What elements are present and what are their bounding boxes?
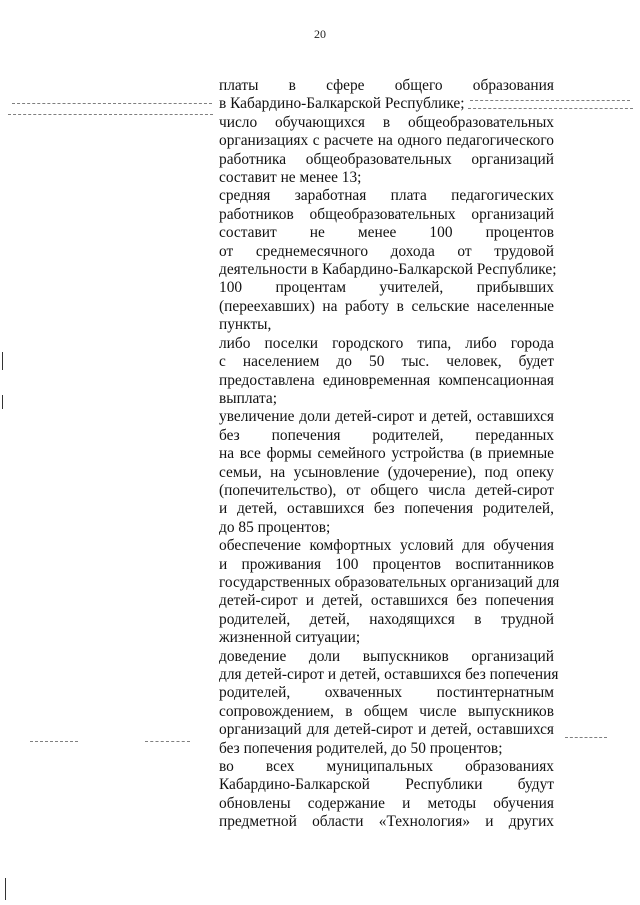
text-line: во всех муниципальных образованиях bbox=[219, 758, 554, 776]
text-line: на все формы семейного устройства (в приемные bbox=[219, 445, 554, 463]
text-line: число обучающихся в общеобразовательных bbox=[219, 113, 554, 131]
text-line: организациях с расчете на одного педагогического bbox=[219, 132, 554, 150]
text-line: и проживания 100 процентов воспитанников bbox=[219, 555, 554, 573]
text-line: доведение доли выпускников организаций bbox=[219, 647, 554, 665]
text-line: детей-сирот и детей, оставшихся без попечения bbox=[219, 592, 554, 610]
text-line: родителей, детей, находящихся в трудной bbox=[219, 610, 554, 628]
scan-artifact-line bbox=[12, 103, 212, 104]
text-line: для детей-сирот и детей, оставшихся без попечения bbox=[219, 666, 559, 683]
text-line: без попечения родителей, до 50 процентов; bbox=[219, 739, 503, 757]
text-line: (попечительство), от общего числа детей-сирот bbox=[219, 481, 554, 499]
text-line: (переехавших) на работу в сельские населенные bbox=[219, 297, 554, 315]
text-line: без попечения родителей, переданных bbox=[219, 426, 554, 444]
text-line: пункты, bbox=[219, 316, 272, 334]
text-line: родителей, охваченных постинтернатным bbox=[219, 684, 554, 702]
document-body bbox=[219, 77, 560, 832]
text-line: либо поселки городского типа, либо города bbox=[219, 334, 554, 352]
scan-artifact-line bbox=[565, 737, 607, 738]
scan-artifact-line bbox=[30, 741, 78, 742]
text-line: увеличение доли детей-сирот и детей, оставшихся bbox=[219, 408, 554, 426]
text-line: составит не менее 13; bbox=[219, 169, 362, 187]
text-line: обеспечение комфортных условий для обучения bbox=[219, 537, 554, 555]
text-line: до 85 процентов; bbox=[219, 518, 331, 536]
text-line: с населением до 50 тыс. человек, будет bbox=[219, 353, 554, 371]
scan-artifact-line bbox=[8, 114, 213, 115]
text-line: предметной области «Технология» и других bbox=[219, 813, 554, 831]
text-line: жизненной ситуации; bbox=[219, 629, 361, 647]
scan-artifact-mark bbox=[2, 395, 3, 409]
scan-artifact-mark bbox=[5, 878, 6, 900]
text-line: работника общеобразовательных организаций bbox=[219, 150, 554, 168]
page-number: 20 bbox=[314, 27, 326, 41]
text-line: платы в сфере общего образования bbox=[219, 77, 554, 94]
scan-artifact-mark bbox=[2, 352, 3, 370]
text-line: предоставлена единовременная компенсационная bbox=[219, 371, 554, 389]
text-line: работников общеобразовательных организаций bbox=[219, 205, 554, 223]
text-line: Кабардино-Балкарской Республики будут bbox=[219, 776, 554, 794]
text-line: государственных образовательных организаций для bbox=[219, 573, 560, 591]
text-line: и детей, оставшихся без попечения родителей, bbox=[219, 500, 554, 518]
scan-artifact-line bbox=[145, 741, 190, 742]
text-line: организаций для детей-сирот и детей, оставшихся bbox=[219, 721, 554, 739]
text-line: составит не менее 100 процентов bbox=[219, 224, 554, 242]
text-line: семьи, на усыновление (удочерение), под опеку bbox=[219, 463, 554, 481]
text-line: 100 процентам учителей, прибывших bbox=[219, 279, 554, 297]
text-line: деятельности в Кабардино-Балкарской Республике; bbox=[219, 261, 557, 279]
text-line: средняя заработная плата педагогических bbox=[219, 187, 554, 205]
text-line: в Кабардино-Балкарской Республике; bbox=[219, 95, 465, 113]
text-line: выплата; bbox=[219, 389, 277, 407]
text-line: сопровождением, в общем числе выпускников bbox=[219, 702, 554, 720]
text-line: от среднемесячного дохода от трудовой bbox=[219, 242, 554, 260]
text-line: обновлены содержание и методы обучения bbox=[219, 794, 554, 812]
